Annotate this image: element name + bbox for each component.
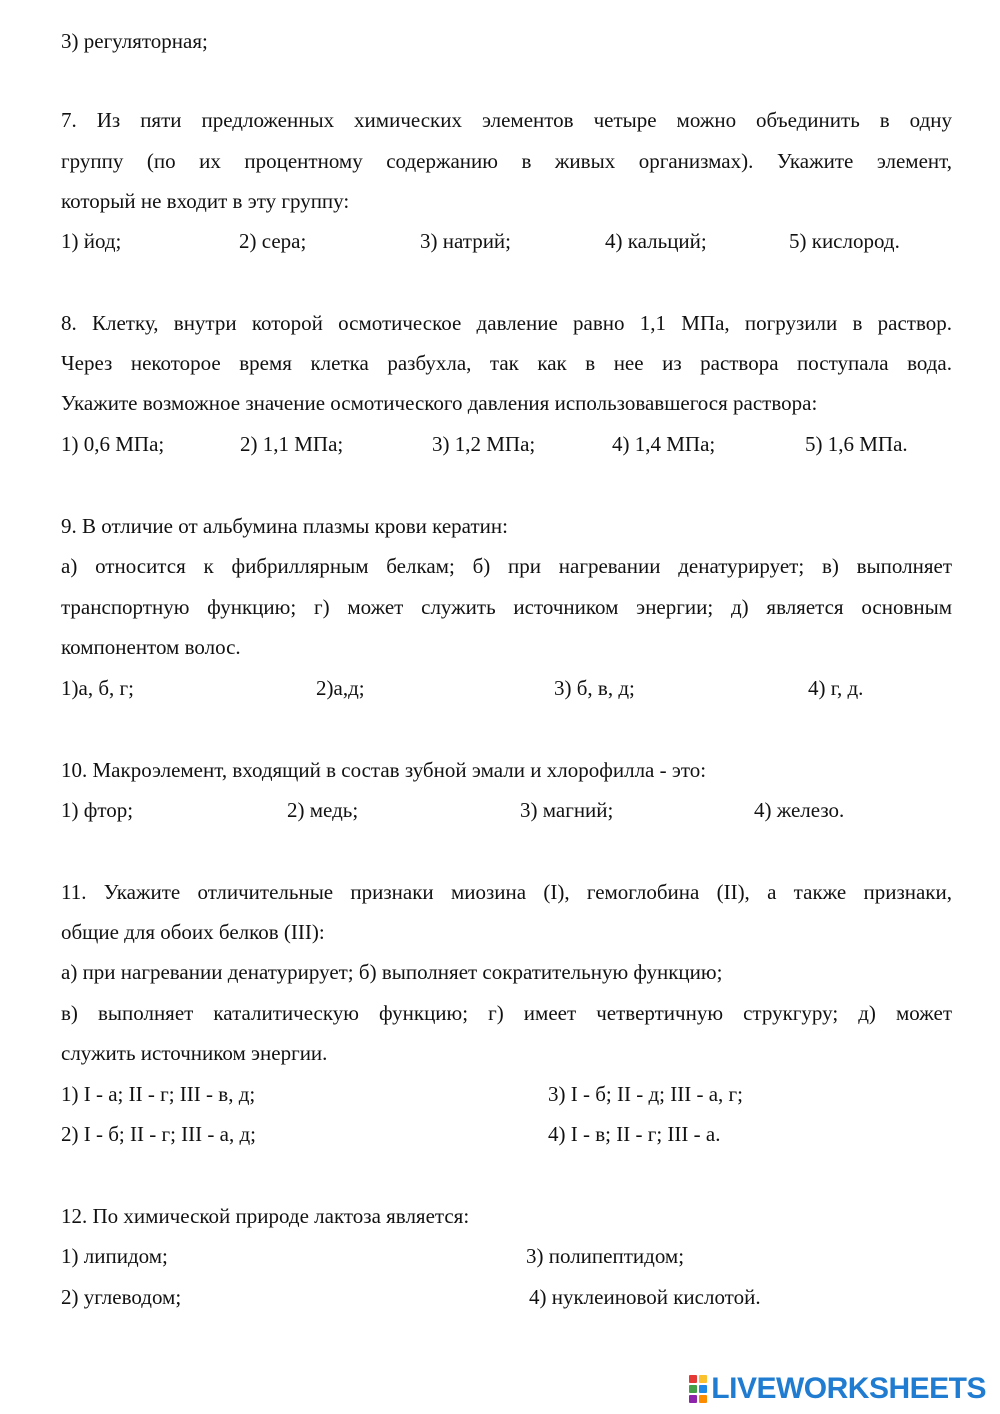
q11-text-line-4: в) выполняет каталитическую функцию; г) имеет четвертичную струкгуру; д) может xyxy=(61,1001,952,1025)
q7-text-line-1: 7. Из пяти предложенных химических элементов четыре можно объединить в одну xyxy=(61,108,952,132)
q11-option-2: 2) I - б; II - г; III - а, д; xyxy=(61,1122,256,1146)
q8-option-4: 4) 1,4 МПа; xyxy=(612,432,716,456)
q9-option-4: 4) г, д. xyxy=(808,676,864,700)
q11-option-4: 4) I - в; II - г; III - а. xyxy=(548,1122,721,1146)
q8-text-line-2: Через некоторое время клетка разбухла, так как в нее из раствора поступала вода. xyxy=(61,351,952,375)
q8-option-5: 5) 1,6 МПа. xyxy=(805,432,908,456)
q12-option-4: 4) нуклеиновой кислотой. xyxy=(529,1285,761,1309)
q9-text-line-2: а) относится к фибриллярным белкам; б) при нагревании денатурирует; в) выполняет xyxy=(61,554,952,578)
q10-option-3: 3) магний; xyxy=(520,798,614,822)
q10-option-4: 4) железо. xyxy=(754,798,845,822)
logo-square xyxy=(689,1395,697,1403)
logo-square xyxy=(699,1385,707,1393)
q12-text-line-1: 12. По химической природе лактоза является: xyxy=(61,1204,470,1228)
q7-text-line-2: группу (по их процентному содержанию в живых организмах). Укажите элемент, xyxy=(61,149,952,173)
q12-option-2: 2) углеводом; xyxy=(61,1285,182,1309)
logo-square xyxy=(689,1385,697,1393)
q7-option-2: 2) сера; xyxy=(239,229,307,253)
q8-option-1: 1) 0,6 МПа; xyxy=(61,432,165,456)
logo-square xyxy=(689,1375,697,1383)
q10-option-1: 1) фтор; xyxy=(61,798,134,822)
logo-text: LIVEWORKSHEETS xyxy=(711,1372,986,1405)
q9-option-3: 3) б, в, д; xyxy=(554,676,635,700)
q11-option-1: 1) I - а; II - г; III - в, д; xyxy=(61,1082,256,1106)
q9-text-line-1: 9. В отличие от альбумина плазмы крови кератин: xyxy=(61,514,508,538)
q6-option-3: 3) регуляторная; xyxy=(61,29,208,53)
q7-option-4: 4) кальций; xyxy=(605,229,707,253)
q7-option-5: 5) кислород. xyxy=(789,229,900,253)
logo-square xyxy=(699,1395,707,1403)
q12-option-1: 1) липидом; xyxy=(61,1244,168,1268)
q11-option-3: 3) I - б; II - д; III - а, г; xyxy=(548,1082,743,1106)
q7-option-3: 3) натрий; xyxy=(420,229,512,253)
q11-text-line-3: а) при нагревании денатурирует; б) выполняет сократительную функцию; xyxy=(61,960,723,984)
q11-text-line-5: служить источником энергии. xyxy=(61,1041,328,1065)
q7-option-1: 1) йод; xyxy=(61,229,122,253)
liveworksheets-logo[interactable] xyxy=(689,1373,986,1405)
q11-text-line-2: общие для обоих белков (III): xyxy=(61,920,325,944)
q12-option-3: 3) полипептидом; xyxy=(526,1244,685,1268)
q9-text-line-4: компонентом волос. xyxy=(61,635,241,659)
q9-option-2: 2)а,д; xyxy=(316,676,365,700)
logo-square xyxy=(699,1375,707,1383)
q9-text-line-3: транспортную функцию; г) может служить источником энергии; д) является основным xyxy=(61,595,952,619)
q9-option-1: 1)а, б, г; xyxy=(61,676,134,700)
liveworksheets-logo-icon xyxy=(689,1375,707,1403)
q10-option-2: 2) медь; xyxy=(287,798,359,822)
q8-text-line-1: 8. Клетку, внутри которой осмотическое давление равно 1,1 МПа, погрузили в раствор. xyxy=(61,311,952,335)
q8-text-line-3: Укажите возможное значение осмотического давления использовавшегося раствора: xyxy=(61,391,818,415)
q8-option-3: 3) 1,2 МПа; xyxy=(432,432,536,456)
q11-text-line-1: 11. Укажите отличительные признаки миозина (I), гемоглобина (II), а также признаки, xyxy=(61,880,952,904)
q10-text-line-1: 10. Макроэлемент, входящий в состав зубной эмали и хлорофилла - это: xyxy=(61,758,707,782)
q8-option-2: 2) 1,1 МПа; xyxy=(240,432,344,456)
q7-text-line-3: который не входит в эту группу: xyxy=(61,189,350,213)
